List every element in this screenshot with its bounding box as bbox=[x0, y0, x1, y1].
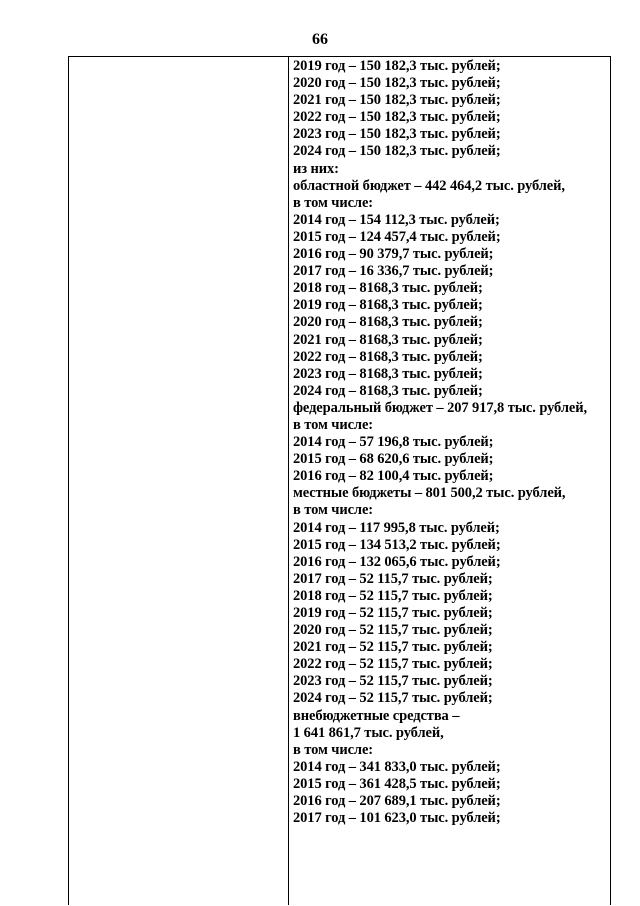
funding-line: федеральный бюджет – 207 917,8 тыс. рублей, bbox=[293, 399, 587, 416]
funding-line: 2017 год – 52 115,7 тыс. рублей; bbox=[293, 570, 493, 587]
page-number: 66 bbox=[312, 31, 328, 48]
funding-line: 2023 год – 150 182,3 тыс. рублей; bbox=[293, 126, 501, 143]
funding-line: 2021 год – 52 115,7 тыс. рублей; bbox=[293, 639, 493, 656]
funding-line: 2015 год – 124 457,4 тыс. рублей; bbox=[293, 228, 501, 245]
funding-line: в том числе: bbox=[293, 741, 374, 758]
funding-line: 2015 год – 361 428,5 тыс. рублей; bbox=[293, 775, 501, 792]
funding-line: 2021 год – 150 182,3 тыс. рублей; bbox=[293, 92, 501, 109]
funding-line: в том числе: bbox=[293, 416, 374, 433]
funding-line: 2017 год – 101 623,0 тыс. рублей; bbox=[293, 810, 501, 827]
funding-line: 2016 год – 82 100,4 тыс. рублей; bbox=[293, 468, 494, 485]
funding-line: 2019 год – 150 182,3 тыс. рублей; bbox=[293, 58, 501, 74]
funding-line: из них: bbox=[293, 160, 339, 177]
funding-line: 2014 год – 154 112,3 тыс. рублей; bbox=[293, 211, 500, 228]
funding-line: областной бюджет – 442 464,2 тыс. рублей, bbox=[293, 177, 565, 194]
funding-table bbox=[68, 56, 611, 905]
funding-line: 2019 год – 8168,3 тыс. рублей; bbox=[293, 297, 483, 314]
funding-line: 2021 год – 8168,3 тыс. рублей; bbox=[293, 331, 483, 348]
funding-line: 2015 год – 68 620,6 тыс. рублей; bbox=[293, 451, 494, 468]
funding-line: 2019 год – 52 115,7 тыс. рублей; bbox=[293, 605, 493, 621]
funding-line: 2024 год – 8168,3 тыс. рублей; bbox=[293, 382, 483, 399]
funding-line: 2015 год – 134 513,2 тыс. рублей; bbox=[293, 536, 501, 553]
table-left-column bbox=[69, 57, 289, 905]
table-right-column bbox=[289, 57, 610, 906]
funding-line: 2014 год – 117 995,8 тыс. рублей; bbox=[293, 519, 500, 536]
funding-line: 2022 год – 8168,3 тыс. рублей; bbox=[293, 348, 483, 365]
funding-line: внебюджетные средства – bbox=[293, 707, 460, 724]
funding-line: 2023 год – 8168,3 тыс. рублей; bbox=[293, 365, 483, 382]
funding-line: 2024 год – 150 182,3 тыс. рублей; bbox=[293, 143, 501, 160]
funding-line: 2020 год – 52 115,7 тыс. рублей; bbox=[293, 622, 493, 639]
funding-line: 2023 год – 52 115,7 тыс. рублей; bbox=[293, 673, 493, 690]
funding-line: 2018 год – 8168,3 тыс. рублей; bbox=[293, 280, 483, 297]
funding-line: 2022 год – 150 182,3 тыс. рублей; bbox=[293, 109, 501, 126]
funding-line: 2017 год – 16 336,7 тыс. рублей; bbox=[293, 263, 494, 280]
funding-line: 2016 год – 132 065,6 тыс. рублей; bbox=[293, 553, 501, 570]
funding-line: 2016 год – 207 689,1 тыс. рублей; bbox=[293, 793, 501, 810]
funding-line: 1 641 861,7 тыс. рублей, bbox=[293, 724, 444, 741]
funding-line: местные бюджеты – 801 500,2 тыс. рублей, bbox=[293, 485, 566, 502]
funding-line: 2024 год – 52 115,7 тыс. рублей; bbox=[293, 690, 493, 707]
funding-line: 2018 год – 52 115,7 тыс. рублей; bbox=[293, 587, 493, 604]
funding-line: 2014 год – 341 833,0 тыс. рублей; bbox=[293, 758, 501, 775]
funding-line: в том числе: bbox=[293, 194, 374, 211]
funding-line: 2020 год – 8168,3 тыс. рублей; bbox=[293, 314, 483, 331]
funding-line: 2020 год – 150 182,3 тыс. рублей; bbox=[293, 75, 501, 92]
funding-line: 2022 год – 52 115,7 тыс. рублей; bbox=[293, 656, 493, 673]
funding-line: 2014 год – 57 196,8 тыс. рублей; bbox=[293, 434, 494, 451]
funding-line: в том числе: bbox=[293, 502, 374, 519]
funding-line: 2016 год – 90 379,7 тыс. рублей; bbox=[293, 246, 494, 263]
